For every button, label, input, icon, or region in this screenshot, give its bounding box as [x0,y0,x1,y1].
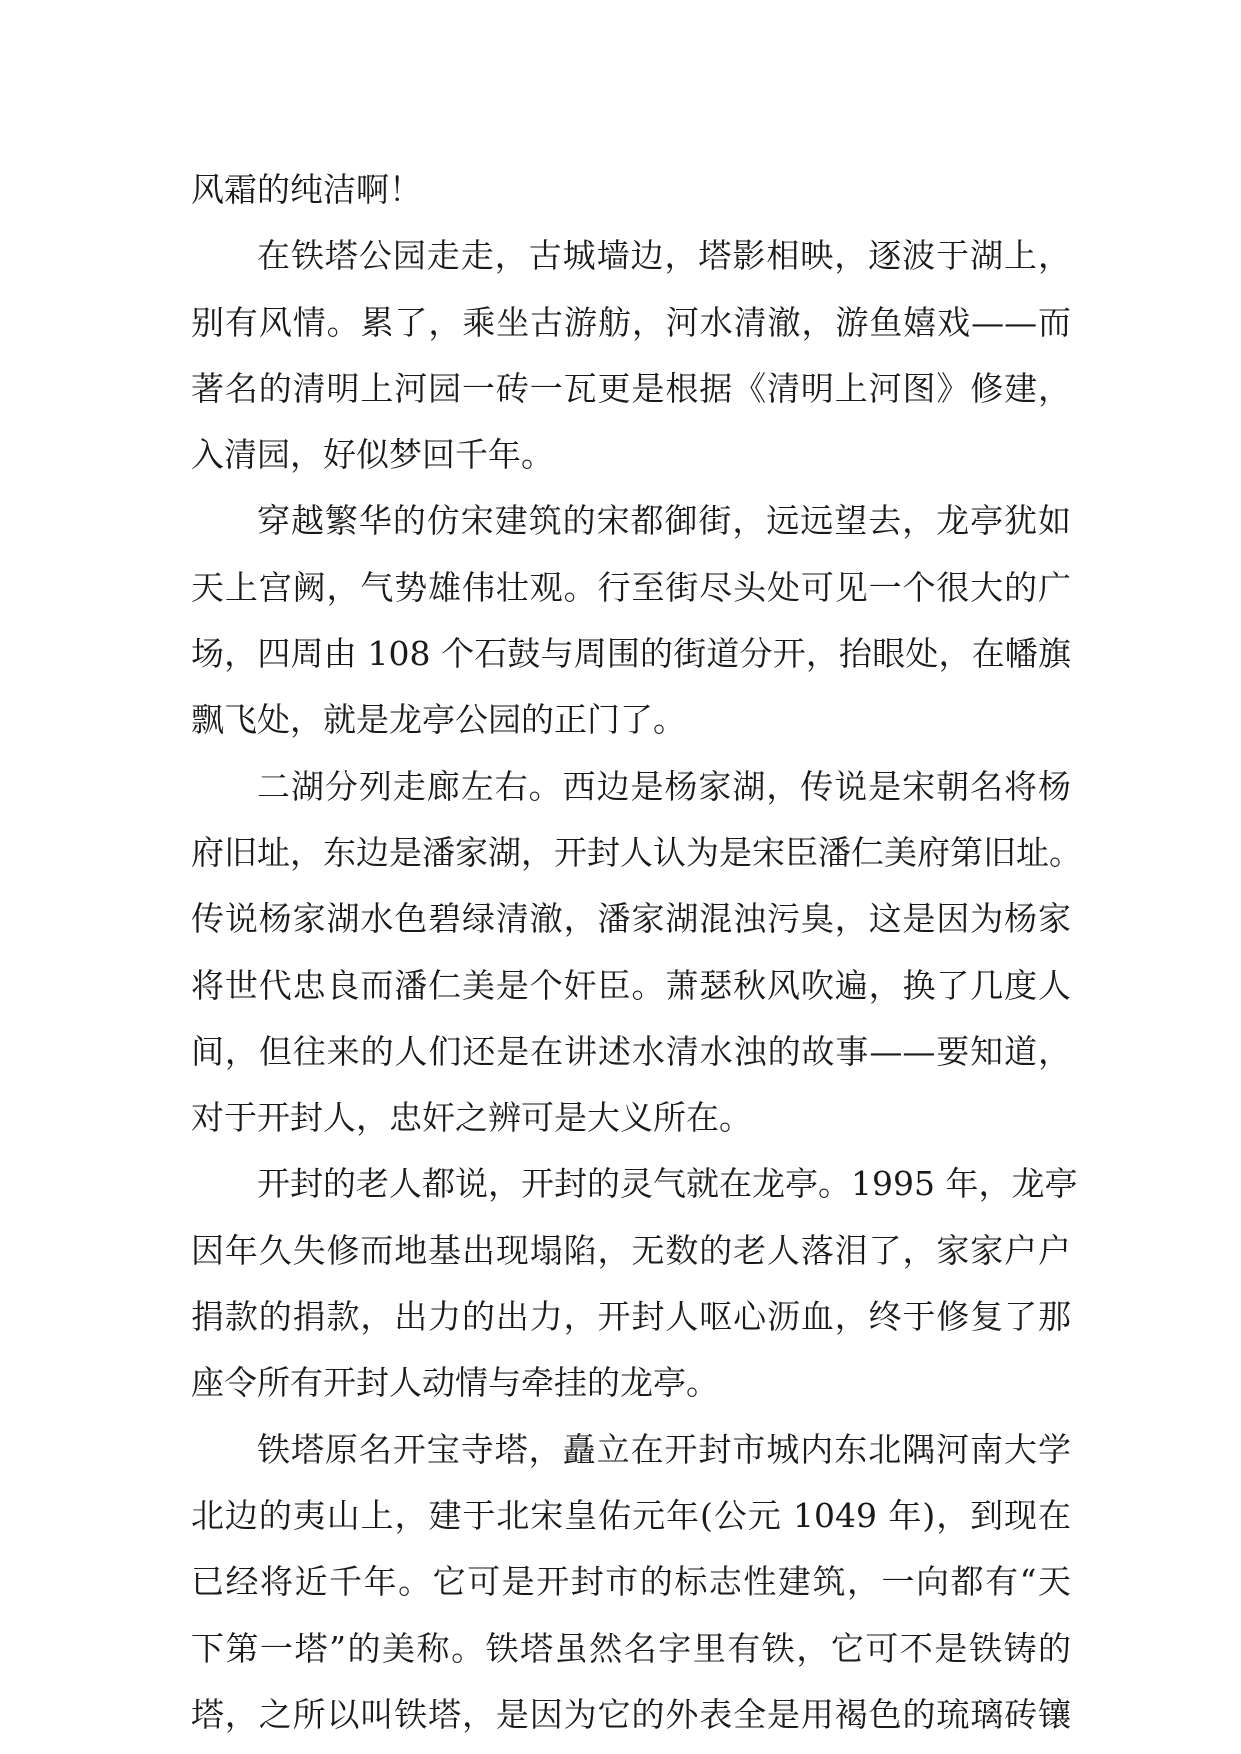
text-line: 间，但往来的人们还是在讲述水清水浊的故事——要知道， [191,1031,1071,1071]
text-line: 别有风情。累了，乘坐古游舫，河水清澈，游鱼嬉戏——而 [191,302,1071,342]
text-line: 著名的清明上河园一砖一瓦更是根据《清明上河图》修建， [191,368,1071,408]
paragraph-first-line: 铁塔原名开宝寺塔，矗立在开封市城内东北隅河南大学 [257,1429,1071,1469]
text-line: 座令所有开封人动情与牵挂的龙亭。 [191,1363,719,1403]
paragraph-first-line: 二湖分列走廊左右。西边是杨家湖，传说是宋朝名将杨 [257,766,1071,806]
paragraph-first-line: 开封的老人都说，开封的灵气就在龙亭。1995 年，龙亭 [257,1164,1078,1204]
text-line: 将世代忠良而潘仁美是个奸臣。萧瑟秋风吹遍，换了几度人 [191,965,1071,1005]
text-line: 风霜的纯洁啊！ [191,170,422,209]
text-line: 飘飞处，就是龙亭公园的正门了。 [191,700,686,740]
text-line: 入清园，好似梦回千年。 [191,435,554,475]
text-line: 因年久失修而地基出现塌陷，无数的老人落泪了，家家户户 [191,1230,1071,1270]
text-line: 塔，之所以叫铁塔，是因为它的外表全是用褐色的琉璃砖镶 [191,1694,1071,1734]
text-line: 天上宫阙，气势雄伟壮观。行至街尽头处可见一个很大的广 [191,567,1071,607]
text-line: 已经将近千年。它可是开封市的标志性建筑，一向都有“天 [191,1562,1071,1602]
paragraph-first-line: 穿越繁华的仿宋建筑的宋都御街，远远望去，龙亭犹如 [257,501,1071,541]
text-line: 对于开封人，忠奸之辨可是大义所在。 [191,1098,752,1138]
article-body [191,157,1082,1748]
text-line: 传说杨家湖水色碧绿清澈，潘家湖混浊污臭，这是因为杨家 [191,899,1071,939]
text-line: 下第一塔”的美称。铁塔虽然名字里有铁，它可不是铁铸的 [191,1628,1071,1668]
text-line: 场，四周由 108 个石鼓与周围的街道分开，抬眼处，在幡旗 [191,634,1071,674]
text-line: 捐款的捐款，出力的出力，开封人呕心沥血，终于修复了那 [191,1297,1071,1337]
text-line: 府旧址，东边是潘家湖，开封人认为是宋臣潘仁美府第旧址。 [191,832,1082,872]
text-line: 北边的夷山上，建于北宋皇佑元年(公元 1049 年)，到现在 [191,1495,1071,1535]
paragraph-first-line: 在铁塔公园走走，古城墙边，塔影相映，逐波于湖上， [257,236,1071,276]
